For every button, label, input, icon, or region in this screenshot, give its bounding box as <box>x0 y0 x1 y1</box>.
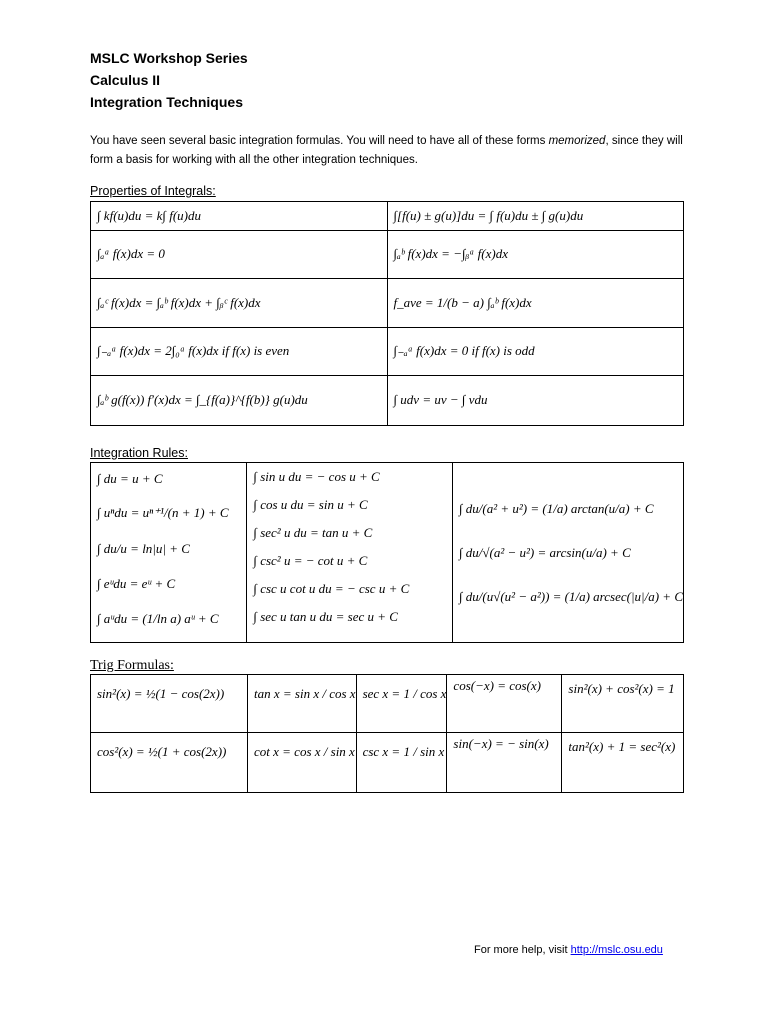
trig-formula: sec x = 1 / cos x <box>362 686 447 701</box>
property-cell <box>387 328 684 376</box>
trig-formula: sin²(x) + cos²(x) = 1 <box>568 681 675 696</box>
trig-cell <box>248 733 357 793</box>
intro-paragraph: You have seen several basic integration formulas. You will need to have all of these forms memorized, since they will form a basis for working with all the other integration techniques. <box>90 135 683 166</box>
footer-help <box>474 944 663 956</box>
trig-cell <box>447 733 562 793</box>
rule-formula: ∫ du/(u√(u² − a²)) = (1/a) arcsec(|u|/a) + C <box>458 588 683 604</box>
rules-column-trig <box>247 463 453 643</box>
series-title: MSLC Workshop Series <box>90 50 248 66</box>
rules-table <box>90 462 684 643</box>
property-cell <box>387 376 684 426</box>
trig-table <box>90 674 684 793</box>
trig-cell <box>562 733 684 793</box>
property-cell <box>387 279 684 328</box>
trig-formula: tan²(x) + 1 = sec²(x) <box>568 739 676 754</box>
property-cell <box>91 376 388 426</box>
rules-column-inverse <box>452 463 683 643</box>
trig-cell <box>562 675 684 733</box>
rule-formula: ∫ du = u + C <box>97 471 163 486</box>
topic-title: Integration Techniques <box>90 94 243 110</box>
trig-cell <box>91 675 248 733</box>
rule-formula: ∫ du/√(a² − u²) = arcsin(u/a) + C <box>458 544 631 560</box>
property-formula: ∫₋ₐᵃ f(x)dx = 0 if f(x) is odd <box>393 343 535 358</box>
rule-formula: ∫ uⁿdu = uⁿ⁺¹/(n + 1) + C <box>97 505 229 520</box>
rules-column-basic <box>91 463 247 643</box>
property-formula: ∫ₐᶜ f(x)dx = ∫ₐᵇ f(x)dx + ∫ᵦᶜ f(x)dx <box>97 295 261 310</box>
footer-text: For more help, visit <box>474 944 571 956</box>
rule-formula: ∫ cos u du = sin u + C <box>253 497 368 512</box>
intro-emphasis: memorized <box>548 135 606 147</box>
trig-cell <box>356 675 447 733</box>
trig-heading: Trig Formulas: <box>90 658 174 673</box>
trig-formula: cos(−x) = cos(x) <box>453 678 541 693</box>
course-title: Calculus II <box>90 72 161 88</box>
properties-heading: Properties of Integrals: <box>90 184 216 198</box>
property-formula: ∫ₐᵇ g(f(x)) f′(x)dx = ∫_{f(a)}^{f(b)} g(u)du <box>97 392 308 407</box>
rule-formula: ∫ sin u du = − cos u + C <box>253 469 380 484</box>
rule-formula: ∫ sec u tan u du = sec u + C <box>253 609 398 624</box>
property-formula: ∫ₐᵇ f(x)dx = −∫ᵦᵃ f(x)dx <box>393 246 508 261</box>
help-link[interactable]: http://mslc.osu.edu <box>570 944 663 956</box>
property-cell <box>91 328 388 376</box>
property-formula: f_ave = 1/(b − a) ∫ₐᵇ f(x)dx <box>393 295 532 310</box>
property-cell <box>91 202 388 231</box>
trig-formula: sin²(x) = ½(1 − cos(2x)) <box>97 686 225 701</box>
trig-formula: csc x = 1 / sin x <box>362 744 445 759</box>
rule-formula: ∫ sec² u du = tan u + C <box>253 525 373 540</box>
rule-formula: ∫ du/u = ln|u| + C <box>97 541 190 556</box>
trig-formula: sin(−x) = − sin(x) <box>453 736 549 751</box>
property-formula: ∫ kf(u)du = k∫ f(u)du <box>97 208 201 223</box>
trig-cell <box>248 675 357 733</box>
trig-cell <box>91 733 248 793</box>
rule-formula: ∫ csc u cot u du = − csc u + C <box>253 581 410 596</box>
rule-formula: ∫ aᵘdu = (1/ln a) aᵘ + C <box>97 611 219 626</box>
trig-formula: tan x = sin x / cos x <box>254 686 356 701</box>
property-cell <box>91 279 388 328</box>
property-cell <box>387 231 684 279</box>
trig-cell <box>447 675 562 733</box>
trig-cell <box>356 733 447 793</box>
property-cell <box>91 231 388 279</box>
property-formula: ∫₋ₐᵃ f(x)dx = 2∫₀ᵃ f(x)dx if f(x) is even <box>97 343 290 358</box>
trig-formula: cos²(x) = ½(1 + cos(2x)) <box>97 744 227 759</box>
property-formula: ∫ₐᵃ f(x)dx = 0 <box>97 246 165 261</box>
property-formula: ∫[f(u) ± g(u)]du = ∫ f(u)du ± ∫ g(u)du <box>393 208 584 223</box>
rule-formula: ∫ eᵘdu = eᵘ + C <box>97 576 176 591</box>
rule-formula: ∫ csc² u = − cot u + C <box>253 553 368 568</box>
trig-formula: cot x = cos x / sin x <box>254 744 355 759</box>
properties-table <box>90 201 684 426</box>
property-formula: ∫ udv = uv − ∫ vdu <box>393 392 488 407</box>
rule-formula: ∫ du/(a² + u²) = (1/a) arctan(u/a) + C <box>458 500 654 516</box>
property-cell <box>387 202 684 231</box>
rules-heading: Integration Rules: <box>90 446 188 460</box>
